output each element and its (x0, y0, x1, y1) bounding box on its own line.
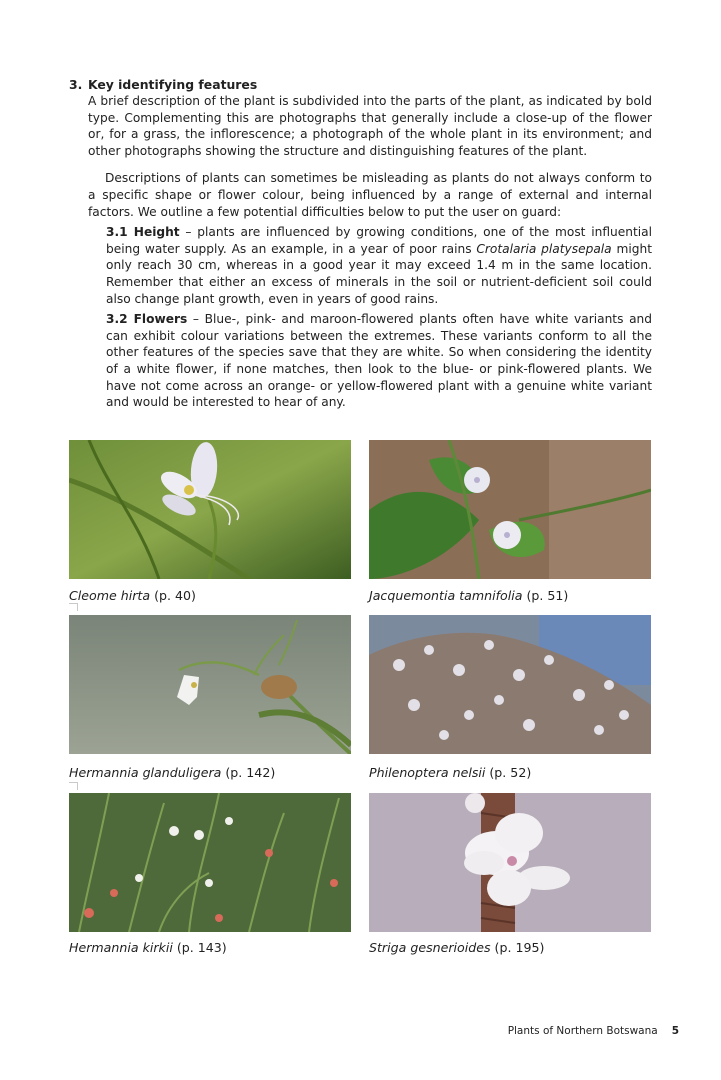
photo-hermannia-glanduligera (69, 615, 351, 754)
caption-page: (p. 52) (485, 765, 532, 780)
flowers-paragraph (106, 311, 652, 411)
key-features-section (69, 77, 652, 411)
caption-hermannia-kirkii (69, 940, 227, 956)
philenoptera-nelsii-image (369, 615, 651, 754)
cleome-hirta-image (69, 440, 351, 579)
section-number: 3. (69, 77, 83, 92)
caption-page: (p. 195) (490, 940, 545, 955)
caption-species: Cleome hirta (69, 588, 151, 603)
page-number: 5 (671, 1025, 679, 1037)
intro-paragraph: A brief description of the plant is subdivided into the parts of the plant, as indicated by bold type. Complementing this are photographs that generally include a close-up of the flower or, for a grass, the inflorescence; a photograph of the whole plant in its environment; and other photographs showing the structure and distinguishing features of the plant. (88, 94, 652, 158)
caption-page: (p. 51) (522, 588, 569, 603)
hermannia-kirkii-image (69, 793, 351, 932)
height-label: 3.1 Height (106, 225, 180, 240)
section-heading (69, 77, 652, 93)
photo-jacquemontia-tamnifolia (369, 440, 651, 579)
striga-gesnerioides-image (369, 793, 651, 932)
height-paragraph (106, 224, 652, 307)
height-species: Crotalaria platysepala (476, 241, 612, 256)
caption-species: Hermannia glanduligera (69, 765, 222, 780)
height-text-b: might only reach 30 cm, whereas in a good year it may exceed 1.4 m in the same location. Remember that either an excess of minerals in the soil or nutrient-deficient soil could also change plant growth, even in years of good rains. (106, 241, 652, 306)
height-text-a: – plants are influenced by growing conditions, one of the most influential being water supply. As an example, in a year of poor rains (106, 225, 652, 256)
photo-striga-gesnerioides (369, 793, 651, 932)
caption-jacquemontia-tamnifolia (369, 588, 568, 604)
caption-hermannia-glanduligera (69, 765, 275, 781)
section-title: Key identifying features (88, 77, 258, 92)
flowers-label: 3.2 Flowers (106, 312, 188, 327)
photo-philenoptera-nelsii (369, 615, 651, 754)
flowers-text: – Blue-, pink- and maroon-flowered plants often have white variants and can exhibit colour variations between the extremes. These variants conform to all the other features of the species save that they are white. So when considering the identity of a white flower, if none matches, then look to the blue- or pink-flowered plants. We have not come across an orange- or yellow-flowered plant with a genuine white variant and would be interested to hear of any. (106, 312, 652, 410)
hermannia-glanduligera-image (69, 615, 351, 754)
caption-page: (p. 40) (150, 588, 196, 603)
page-footer (508, 1025, 679, 1037)
photo-hermannia-kirkii (69, 793, 351, 932)
caption-striga-gesnerioides (369, 940, 544, 956)
caption-philenoptera-nelsii (369, 765, 531, 781)
caption-species: Hermannia kirkii (69, 940, 173, 955)
photo-cleome-hirta (69, 440, 351, 579)
caption-species: Philenoptera nelsii (369, 765, 486, 780)
caption-cleome-hirta (69, 588, 196, 604)
caption-species: Striga gesnerioides (369, 940, 491, 955)
caption-page: (p. 143) (172, 940, 227, 955)
jacquemontia-tamnifolia-image (369, 440, 651, 579)
caption-species: Jacquemontia tamnifolia (369, 588, 523, 603)
difficulties-paragraph: Descriptions of plants can sometimes be misleading as plants do not always conform to a specific shape or flower colour, being influenced by a range of external and internal factors. We outline a few potential difficulties below to put the user on guard: (88, 171, 652, 219)
crop-mark (69, 603, 78, 611)
caption-page: (p. 142) (221, 765, 276, 780)
footer-book-title: Plants of Northern Botswana (507, 1025, 658, 1037)
crop-mark (69, 782, 78, 790)
